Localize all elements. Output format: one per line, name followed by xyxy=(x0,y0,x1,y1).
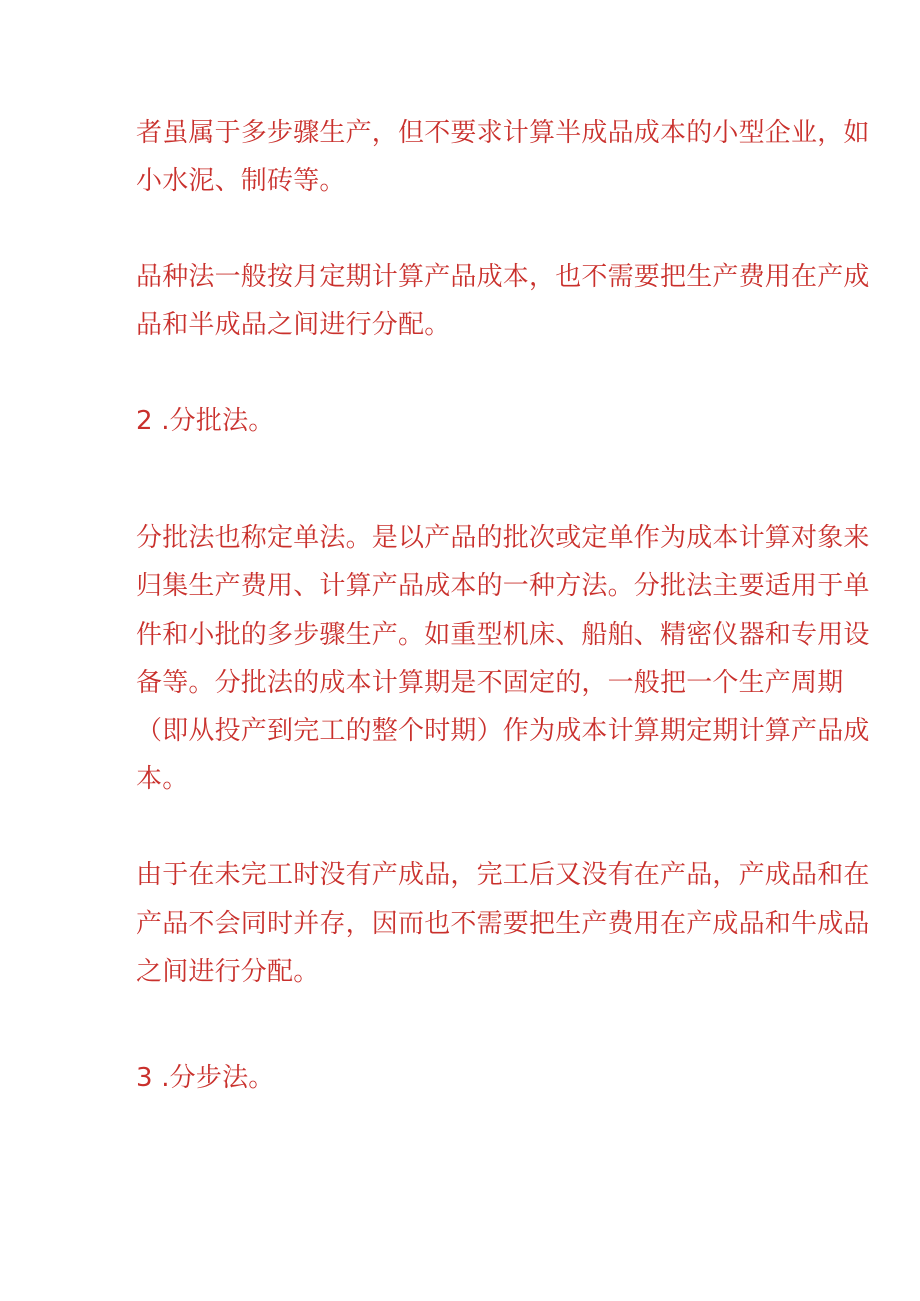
paragraph-3-line-4: 备等。分批法的成本计算期是不固定的，一般把一个生产周期 xyxy=(136,668,844,698)
paragraph-2-line-2: 品和半成品之间进行分配。 xyxy=(136,310,451,340)
paragraph-3-line-2: 归集生产费用、计算产品成本的一种方法。分批法主要适用于单 xyxy=(136,571,870,601)
paragraph-4-line-3: 之间进行分配。 xyxy=(136,957,320,987)
paragraph-4-line-1: 由于在未完工时没有产成品，完工后又没有在产品，产成品和在 xyxy=(136,860,870,890)
paragraph-3-line-3: 件和小批的多步骤生产。如重型机床、船舶、精密仪器和专用设 xyxy=(136,620,870,650)
paragraph-3-line-6: 本。 xyxy=(136,764,189,794)
paragraph-3-line-1: 分批法也称定单法。是以产品的批次或定单作为成本计算对象来 xyxy=(136,523,870,553)
section-heading-3: 3 .分步法。 xyxy=(136,1063,275,1093)
section-heading-2: 2 .分批法。 xyxy=(136,406,275,436)
paragraph-2-line-1: 品种法一般按月定期计算产品成本，也不需要把生产费用在产成 xyxy=(136,262,870,292)
paragraph-3-line-5: （即从投产到完工的整个时期）作为成本计算期定期计算产品成 xyxy=(136,716,870,746)
paragraph-1-line-2: 小水泥、制砖等。 xyxy=(136,166,346,196)
paragraph-1-line-1: 者虽属于多步骤生产，但不要求计算半成品成本的小型企业，如 xyxy=(136,118,870,148)
paragraph-4-line-2: 产品不会同时并存，因而也不需要把生产费用在产成品和牛成品 xyxy=(136,909,870,939)
